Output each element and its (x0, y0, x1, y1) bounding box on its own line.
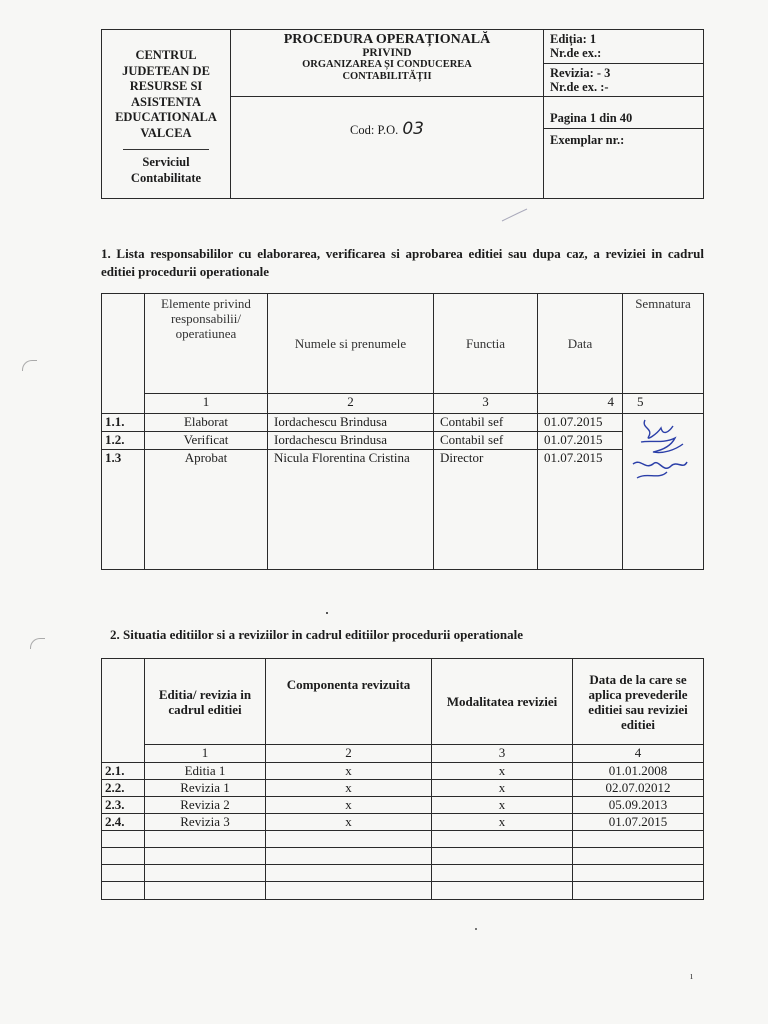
row-date: 05.09.2013 (573, 797, 704, 814)
t2-num-1: 1 (145, 745, 266, 763)
t1-col-operation: Elemente privind responsabilii/ operatiunea (145, 294, 268, 394)
row-name: Iordachescu Brindusa (268, 432, 434, 450)
empty-row (102, 848, 704, 865)
row-edition: Revizia 2 (145, 797, 266, 814)
service-line-2: Contabilitate (130, 171, 202, 185)
org-line-1: CENTRUL (135, 48, 197, 62)
row-operation: Elaborat (145, 414, 268, 432)
table-row (102, 797, 704, 814)
row-date: 01.01.2008 (573, 763, 704, 780)
table-row (102, 414, 704, 432)
row-name: Nicula Florentina Cristina (268, 450, 434, 570)
org-line-2: JUDETEAN DE (122, 63, 210, 78)
table-row (102, 450, 704, 570)
t1-corner (102, 294, 145, 414)
empty-row (102, 865, 704, 882)
org-line-4: ASISTENTA (131, 94, 201, 109)
t1-col-function: Functia (434, 294, 538, 394)
exemplar-label: Exemplar nr.: (544, 128, 703, 151)
table-row (102, 780, 704, 797)
t1-col-name: Numele si prenumele (268, 294, 434, 394)
procedure-subject-1: ORGANIZAREA ȘI CONDUCEREA (302, 59, 472, 70)
procedure-title: PROCEDURA OPERAȚIONALĂ (283, 32, 491, 47)
t1-num-2: 2 (268, 394, 434, 414)
t2-col-date: Data de la care se aplica prevederile editiei sau reviziei editiei (573, 659, 704, 745)
nr-ex-label-2: Nr.de ex. :- (550, 80, 609, 94)
row-component: x (266, 780, 432, 797)
row-name: Iordachescu Brindusa (268, 414, 434, 432)
row-component: x (266, 763, 432, 780)
row-modality: x (432, 797, 573, 814)
procedure-subject-2: CONTABILITĂȚII (342, 71, 432, 82)
row-number: 1.3 (102, 450, 145, 570)
margin-mark (22, 360, 37, 371)
row-number: 1.2. (102, 432, 145, 450)
revision-label: Revizia: - 3 (550, 66, 611, 80)
row-date: 01.07.2015 (538, 414, 623, 432)
header-table (101, 29, 704, 199)
row-number: 2.1. (102, 763, 145, 780)
t2-num-3: 3 (432, 745, 573, 763)
row-edition: Revizia 1 (145, 780, 266, 797)
responsibles-table (101, 293, 704, 570)
org-line-6: VALCEA (140, 125, 192, 140)
t1-col-signature: Semnatura (623, 294, 704, 394)
row-number: 1.1. (102, 414, 145, 432)
t1-num-3: 3 (434, 394, 538, 414)
signature-scribble (623, 414, 703, 504)
procedure-privind: PRIVIND (362, 47, 412, 59)
row-date: 01.07.2015 (573, 814, 704, 831)
row-number: 2.2. (102, 780, 145, 797)
editions-table (101, 658, 704, 900)
row-component: x (266, 814, 432, 831)
footer-mark: ı (690, 970, 694, 982)
t2-corner (102, 659, 145, 763)
row-component: x (266, 797, 432, 814)
margin-mark (30, 638, 45, 649)
org-line-5: EDUCATIONALA (115, 110, 217, 124)
pen-stroke (500, 205, 530, 225)
code-value: 03 (402, 119, 424, 139)
page-cell (544, 97, 704, 199)
t2-col-edition: Editia/ revizia in cadrul editiei (145, 659, 266, 745)
t2-col-component: Componenta revizuita (266, 659, 432, 745)
organization-cell (102, 30, 231, 199)
speck (326, 612, 328, 614)
nr-ex-label-1: Nr.de ex.: (550, 46, 602, 60)
row-date: 02.07.02012 (573, 780, 704, 797)
t1-num-4: 4 (538, 394, 623, 414)
page-label: Pagina 1 din 40 (550, 111, 633, 125)
t1-col-date: Data (538, 294, 623, 394)
t1-num-5: 5 (623, 394, 704, 414)
row-number: 2.3. (102, 797, 145, 814)
row-edition: Revizia 3 (145, 814, 266, 831)
row-operation: Verificat (145, 432, 268, 450)
row-operation: Aprobat (145, 450, 268, 570)
signature-cell (623, 414, 704, 570)
code-label: Cod: P.O. (350, 123, 399, 137)
row-date: 01.07.2015 (538, 450, 623, 570)
code-cell (231, 97, 544, 199)
edition-cell (544, 30, 704, 97)
row-function: Contabil sef (434, 414, 538, 432)
t2-num-2: 2 (266, 745, 432, 763)
empty-row (102, 882, 704, 900)
t1-num-1: 1 (145, 394, 268, 414)
table-row (102, 432, 704, 450)
speck (475, 928, 477, 930)
procedure-title-cell (231, 30, 544, 97)
row-function: Contabil sef (434, 432, 538, 450)
table-row (102, 814, 704, 831)
row-modality: x (432, 814, 573, 831)
edition-label: Ediția: 1 (550, 32, 597, 46)
row-modality: x (432, 763, 573, 780)
empty-row (102, 831, 704, 848)
t2-num-4: 4 (573, 745, 704, 763)
divider (123, 149, 209, 150)
row-modality: x (432, 780, 573, 797)
section1-heading: 1. Lista responsabililor cu elaborarea, verificarea si aprobarea editiei sau dupa caz, a reviziei in cadrul editiei procedurii operationale (101, 246, 704, 279)
table-row (102, 763, 704, 780)
row-number: 2.4. (102, 814, 145, 831)
row-date: 01.07.2015 (538, 432, 623, 450)
row-edition: Editia 1 (145, 763, 266, 780)
section2-heading: 2. Situatia editiilor si a reviziilor in cadrul editiilor procedurii operationale (110, 627, 523, 642)
org-line-3: RESURSE SI (129, 79, 203, 93)
t2-col-modality: Modalitatea reviziei (432, 659, 573, 745)
row-function: Director (434, 450, 538, 570)
service-line-1: Serviciul (142, 155, 190, 169)
